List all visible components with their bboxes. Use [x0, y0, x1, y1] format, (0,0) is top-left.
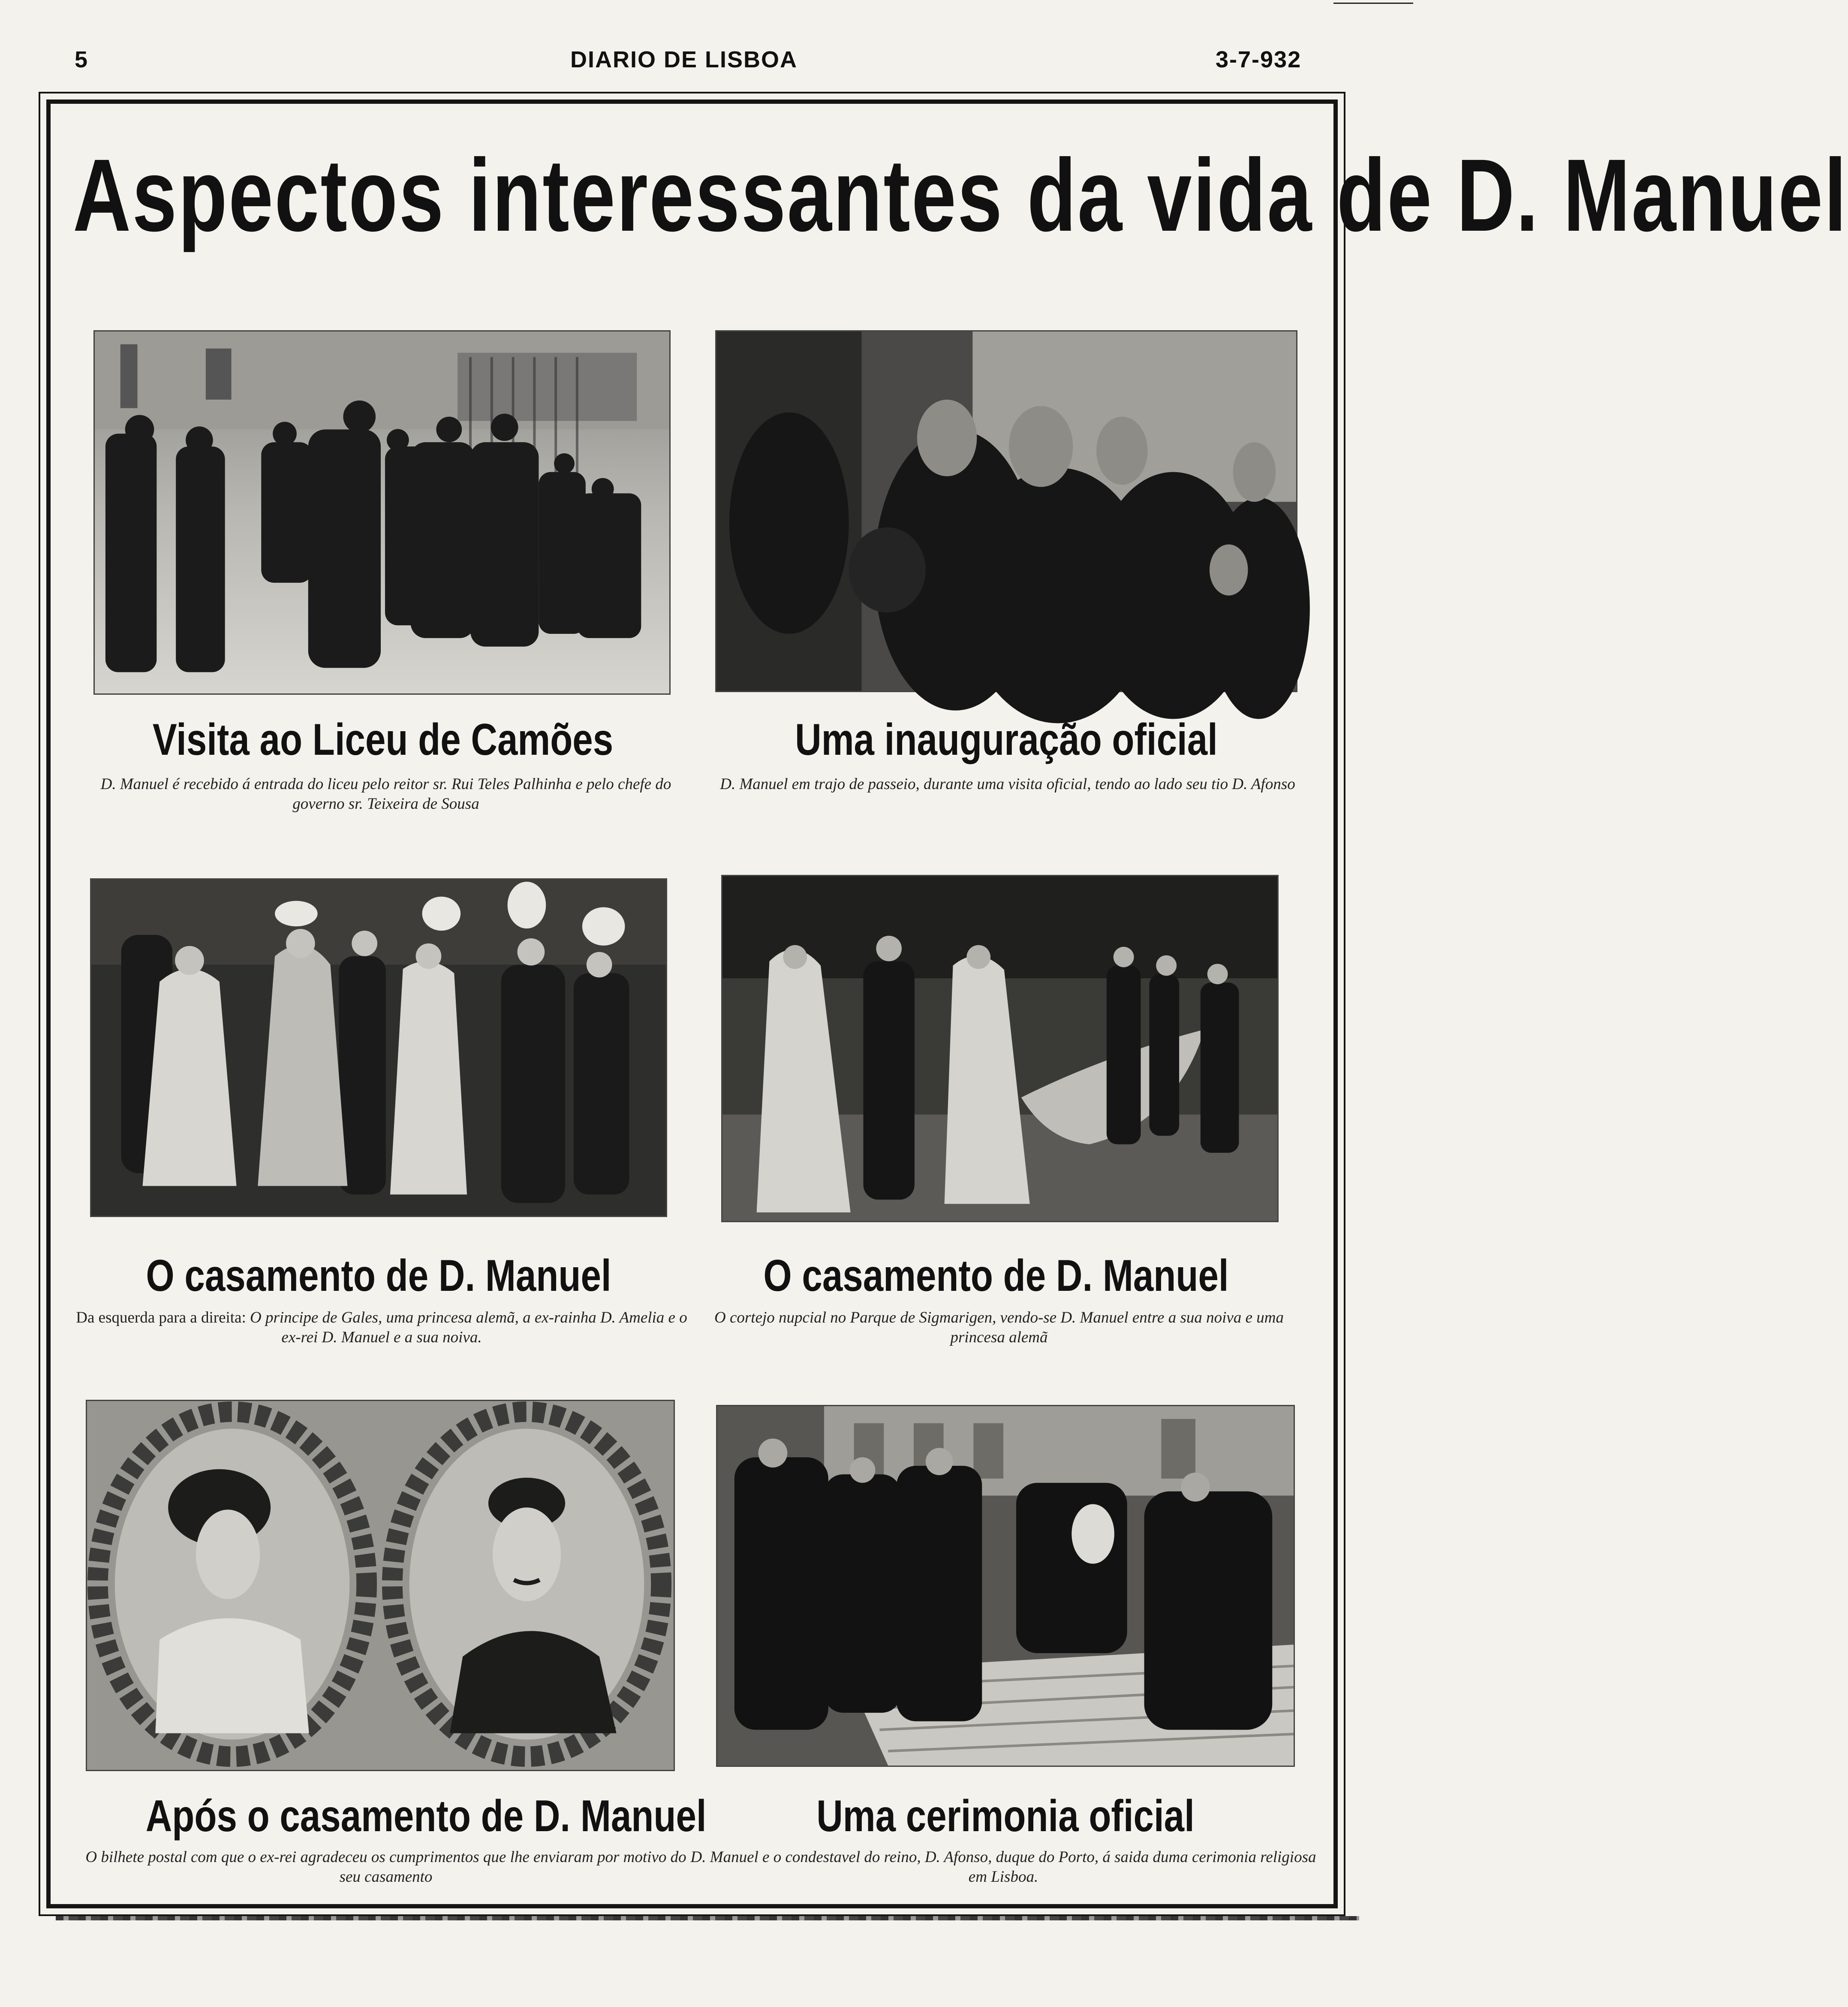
- photo-postcard-portraits: [86, 1400, 675, 1771]
- photo-wedding-group: [90, 878, 667, 1217]
- photo-ceremony: [716, 1405, 1295, 1767]
- article-3-title: O casamento de D. Manuel: [146, 1251, 611, 1301]
- article-2-title: Uma inauguração oficial: [795, 715, 1218, 765]
- page-headline: Aspectos interessantes da vida de D. Manuel: [73, 138, 1848, 253]
- bottom-rule: [56, 1916, 1359, 1920]
- page-number: 5: [75, 47, 89, 72]
- article-5-title: Após o casamento de D. Manuel: [145, 1791, 707, 1841]
- photo-inauguration: [715, 330, 1297, 692]
- article-3-caption-lead: Da esquerda para a direita:: [76, 1309, 246, 1326]
- photo-liceu-visit: [93, 330, 671, 695]
- paper-name: DIARIO DE LISBOA: [570, 47, 798, 72]
- article-1-title: Visita ao Liceu de Camões: [152, 715, 614, 765]
- article-4-caption: O cortejo nupcial no Parque de Sigmarigen, vendo-se D. Manuel entre a sua noiva e uma princesa alemã: [714, 1309, 1284, 1346]
- article-3-caption-text: O principe de Gales, uma princesa alemã, a ex-rainha D. Amelia e o ex-rei D. Manuel e a sua noiva.: [250, 1309, 687, 1346]
- article-5-caption: O bilhete postal com que o ex-rei agradeceu os cumprimentos que lhe enviaram por motivo do seu casamento: [85, 1848, 686, 1886]
- article-1-caption: D. Manuel é recebido á entrada do liceu pelo reitor sr. Rui Teles Palhinha e pelo chefe do governo sr. Teixeira de Sousa: [100, 775, 671, 813]
- masthead: [0, 0, 1413, 103]
- article-6-title: Uma cerimonia oficial: [816, 1791, 1195, 1841]
- photo-wedding-procession: [721, 875, 1279, 1222]
- article-3-caption: [73, 1308, 690, 1347]
- article-6-caption: D. Manuel e o condestavel do reino, D. Afonso, duque do Porto, á saida duma cerimonia religiosa em Lisboa.: [690, 1848, 1316, 1886]
- article-2-caption: D. Manuel em trajo de passeio, durante uma visita oficial, tendo ao lado seu tio D. Afonso: [720, 775, 1295, 793]
- issue-date: 3-7-932: [1216, 47, 1302, 72]
- top-rule: [1333, 3, 1413, 4]
- article-4-title: O casamento de D. Manuel: [763, 1251, 1229, 1301]
